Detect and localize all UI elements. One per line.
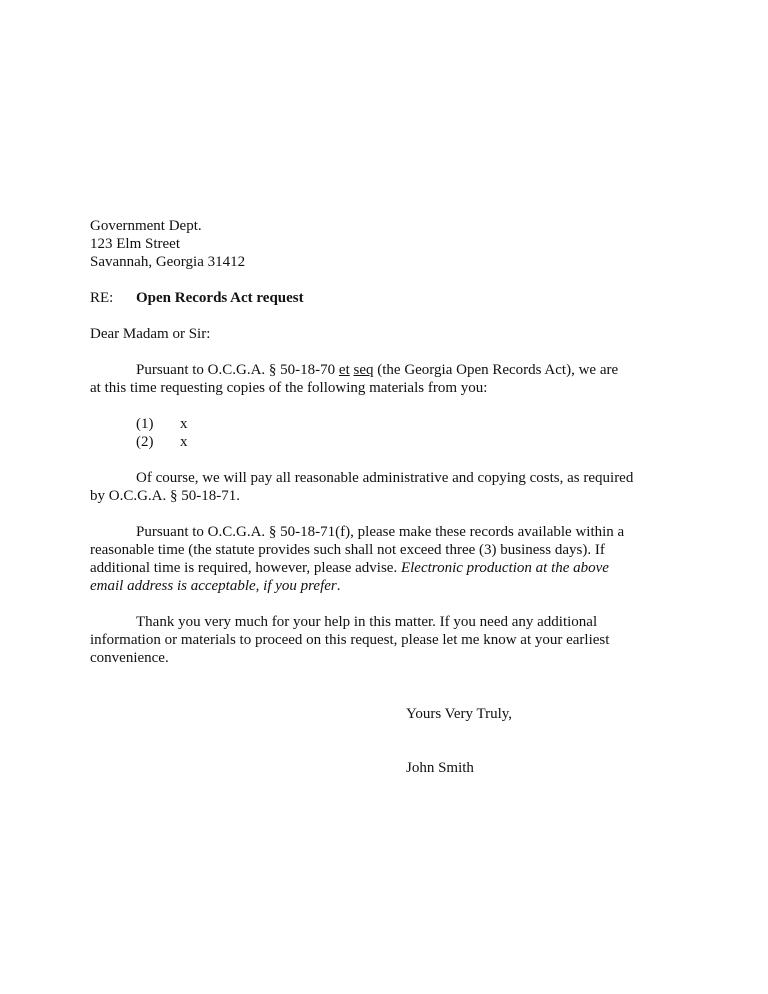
signature-name: John Smith — [406, 760, 474, 776]
para4-line1: Thank you very much for your help in this matter. If you need any additional — [136, 614, 598, 630]
para3-line3-italic: Electronic production at the above — [400, 560, 609, 576]
et-underlined: et — [338, 362, 350, 378]
para2-line2: by O.C.G.A. § 50-18-71. — [90, 488, 240, 504]
para3-line2: reasonable time (the statute provides such shall not exceed three (3) business days). If — [90, 542, 605, 558]
re-label: RE: — [90, 290, 114, 306]
closing: Yours Very Truly, — [406, 706, 513, 722]
item-1-text: x — [180, 416, 188, 432]
para3-line4-italic: email address is acceptable, if you prefer — [90, 578, 337, 594]
para4-line2: information or materials to proceed on this request, please let me know at your earliest — [90, 632, 610, 648]
para3-line3 — [90, 559, 609, 577]
salutation: Dear Madam or Sir: — [90, 326, 211, 342]
para3-line4-period: . — [336, 578, 341, 594]
recipient-city: Savannah, Georgia 31412 — [90, 254, 246, 270]
item-2-text: x — [180, 434, 188, 450]
recipient-name: Government Dept. — [90, 218, 202, 234]
para3-line4 — [90, 577, 341, 595]
para3-line3-text: additional time is required, however, please advise. — [90, 560, 401, 576]
re-subject: Open Records Act request — [136, 290, 304, 306]
item-2-number: (2) — [136, 434, 154, 450]
recipient-street: 123 Elm Street — [90, 236, 180, 252]
para4-line3: convenience. — [90, 650, 169, 666]
seq-underlined: seq — [353, 362, 374, 378]
para1-text-a: Pursuant to O.C.G.A. § 50-18-70 — [136, 362, 339, 378]
para3-line1: Pursuant to O.C.G.A. § 50-18-71(f), please make these records available within a — [136, 524, 625, 540]
item-1-number: (1) — [136, 416, 154, 432]
para1-text-b: (the Georgia Open Records Act), we are — [373, 362, 619, 378]
para2-line1: Of course, we will pay all reasonable administrative and copying costs, as required — [136, 470, 634, 486]
para1-line2: at this time requesting copies of the following materials from you: — [90, 380, 488, 396]
para1-line1 — [136, 361, 618, 379]
